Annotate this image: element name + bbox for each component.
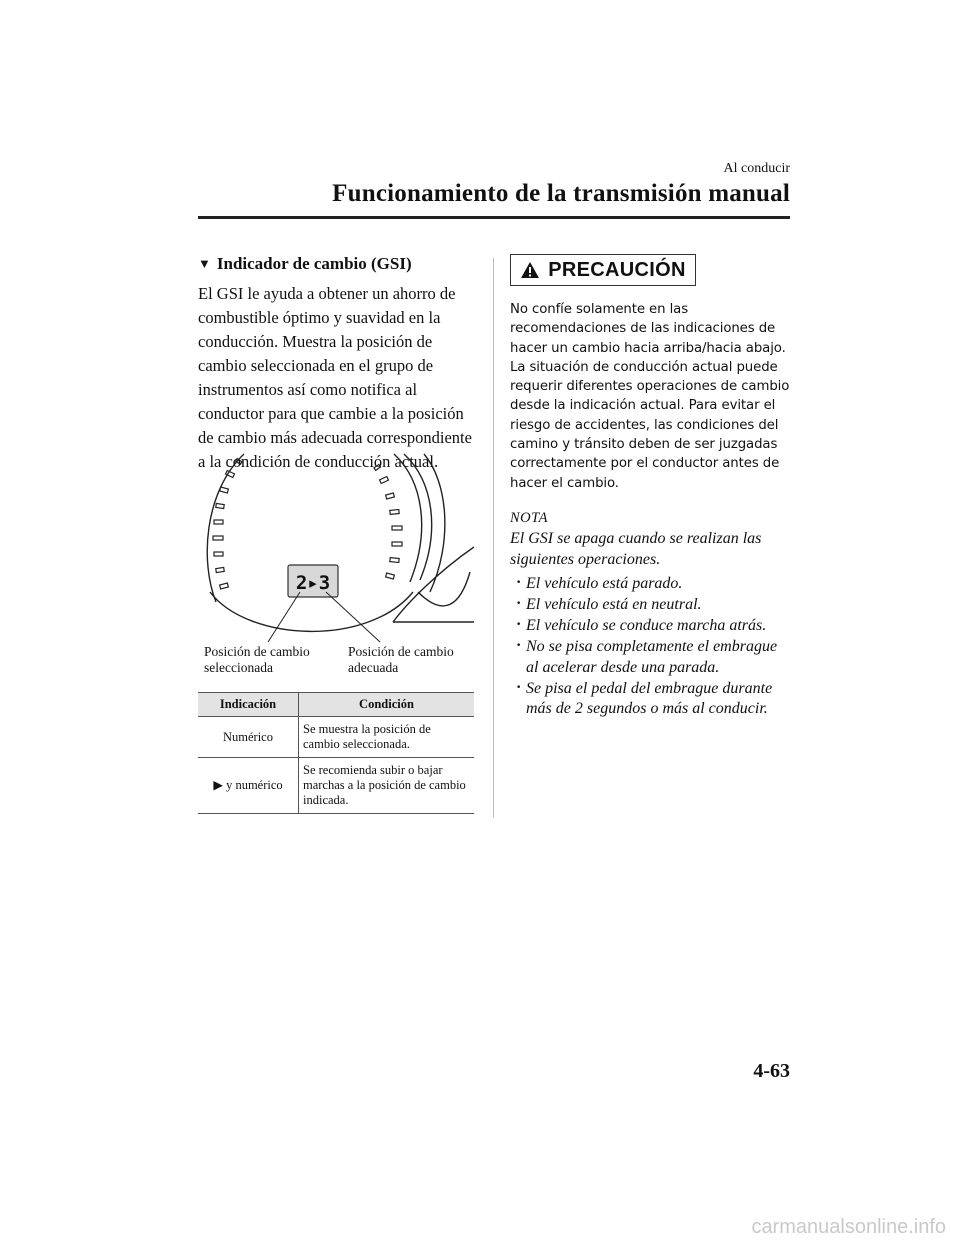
caution-title: PRECAUCIÓN xyxy=(548,258,686,281)
column-header-condicion: Condición xyxy=(299,693,475,717)
label-selected-line1: Posición de cambio xyxy=(204,644,310,659)
section-label: Al conducir xyxy=(723,161,790,176)
intro-paragraph: El GSI le ayuda a obtener un ahorro de combustible óptimo y suavidad en la conducción. Muestra la posición de cambio seleccionada en el grupo de instrumentos así como notifica al conductor para que cambie a la posición de cambio más adecuada correspondiente a la condición de conducción actual. xyxy=(198,284,472,471)
gsi-indication-table xyxy=(198,692,474,814)
table-cell-condicion: Se recomienda subir o bajar marchas a la posición de cambio indicada. xyxy=(299,758,475,814)
column-divider xyxy=(493,258,494,818)
label-suitable-line1: Posición de cambio xyxy=(348,644,454,659)
list-item: · El vehículo se conduce marcha atrás. xyxy=(510,616,792,637)
page-number: 4-63 xyxy=(753,1060,790,1082)
leader-line-suitable xyxy=(326,592,380,642)
caution-header xyxy=(510,254,696,286)
table-row xyxy=(198,717,474,758)
caution-text: No confíe solamente en las recomendaciones de las indicaciones de hacer un cambio hacia arriba/hacia abajo. La situación de conducción actual puede requerir diferentes operaciones de cambio desde la indicación actual. Para evitar el riesgo de accidentes, las condiciones del camino y tránsito deben de ser juzgadas correctamente por el conductor antes de hacer el cambio. xyxy=(510,302,790,491)
gauge-figure xyxy=(198,452,474,675)
nota-intro: El GSI se apaga cuando se realizan las siguientes operaciones. xyxy=(510,530,762,568)
table-cell-condicion: Se muestra la posición de cambio seleccionada. xyxy=(299,717,475,758)
gauge-outer-arc-left xyxy=(207,454,244,602)
label-selected-gear xyxy=(204,644,310,676)
triangle-marker-icon: ▼ xyxy=(198,256,211,271)
chapter-title: Funcionamiento de la transmisión manual xyxy=(332,180,790,207)
warning-triangle-icon xyxy=(520,261,540,279)
table-cell-indicacion: Numérico xyxy=(198,717,299,758)
list-item: · El vehículo está en neutral. xyxy=(510,595,792,616)
section-heading-text: Indicador de cambio (GSI) xyxy=(216,254,412,273)
header-rule xyxy=(198,216,790,219)
section-heading xyxy=(198,254,412,274)
table-row xyxy=(198,758,474,814)
list-item: · No se pisa completamente el embrague al acelerar desde una parada. xyxy=(510,637,792,678)
gauge-bottom-arc xyxy=(210,592,413,631)
list-item: · Se pisa el pedal del embrague durante más de 2 segundos o más al conducir. xyxy=(510,679,792,720)
leader-line-selected xyxy=(268,592,300,642)
column-header-indicacion: Indicación xyxy=(198,693,299,717)
nota-label: NOTA xyxy=(510,510,548,526)
gsi-display-text: 2▸3 xyxy=(295,572,331,594)
left-gauge-ticks xyxy=(213,458,242,589)
table-header-row xyxy=(198,693,474,717)
label-suitable-gear xyxy=(348,644,454,676)
label-suitable-line2: adecuada xyxy=(348,660,399,675)
watermark: carmanualsonline.info xyxy=(751,1216,946,1238)
list-item: · El vehículo está parado. xyxy=(510,574,792,595)
right-gauge-ticks xyxy=(374,464,402,579)
nota-list xyxy=(510,574,792,720)
instrument-cluster-illustration xyxy=(198,452,474,672)
table-cell-indicacion: ▶ y numérico xyxy=(198,758,299,814)
label-selected-line2: seleccionada xyxy=(204,660,273,675)
